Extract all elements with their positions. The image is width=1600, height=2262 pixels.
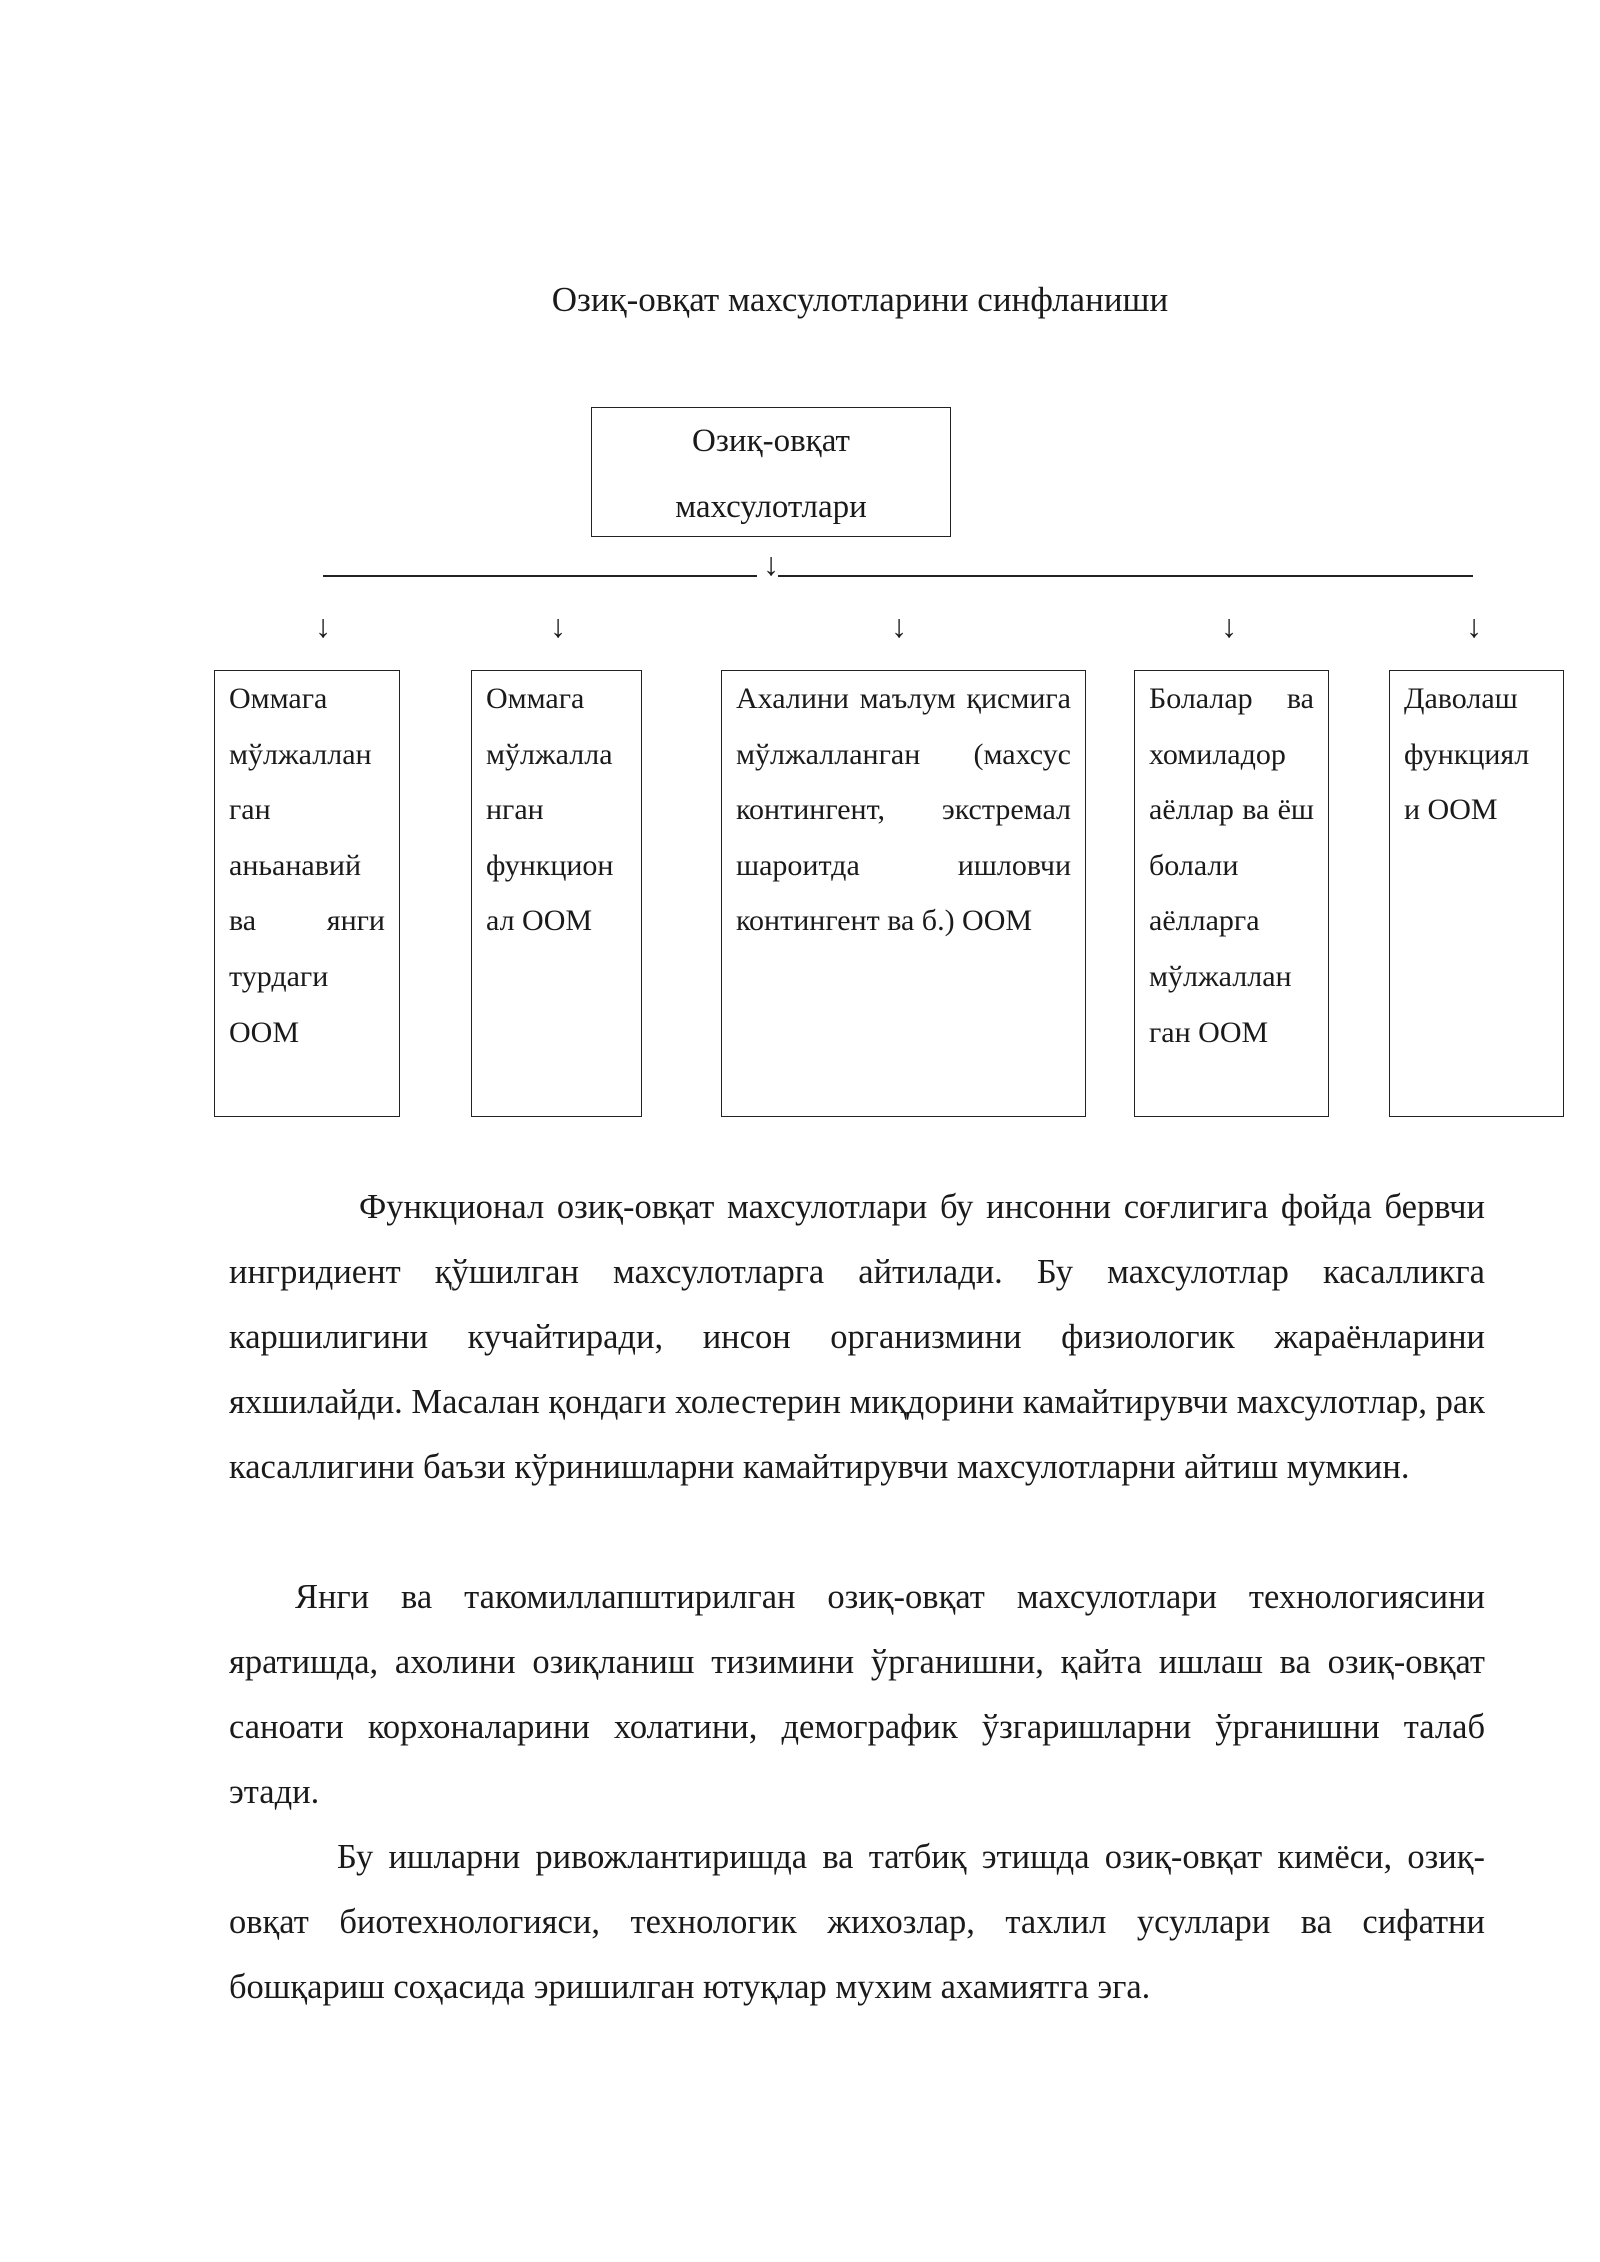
- category-label: Ахалини маълум қисмига мўлжалланган (махсус контингент, экстремал шароитда ишловчи контингент ва б.) ООМ: [736, 682, 1071, 938]
- category-box-children-women: [1134, 670, 1329, 1117]
- category-3-arrow-icon: ↓: [891, 608, 907, 644]
- category-2-arrow-icon: ↓: [550, 608, 566, 644]
- category-label: Оммага мўлжаллан ган аньанавий ва янги турдаги ООМ: [229, 682, 385, 1049]
- connector-line-right: [778, 575, 1473, 577]
- category-box-traditional: [214, 670, 400, 1117]
- paragraph-3: Бу ишларни ривожлантиришда ва татбиқ этишда озиқ-овқат кимёси, озиқ-овқат биотехнологияси, технологик жихозлар, тахлил усуллари ва сифатни бошқариш соҳасида эришилган ютуқлар мухим ахамиятга эга.: [229, 1838, 1485, 2006]
- root-node-line-1: Озиқ-овқат: [692, 423, 850, 459]
- category-1-arrow-icon: ↓: [315, 608, 331, 644]
- paragraph-2: Янги ва такомиллапштирилган озиқ-овқат махсулотлари технологиясини яратишда, ахолини озиқланиш тизимини ўрганишни, қайта ишлаш ва озиқ-овқат саноати корхоналарини холатини, демографик ўзгаришларни ўрганишни талаб этади.: [229, 1578, 1485, 1811]
- connector-line-left: [323, 575, 757, 577]
- page-title: Озиқ-овқат махсулотларини синфланиши: [551, 280, 1169, 319]
- category-label: Оммага мўлжалла нган функцион ал ООМ: [486, 682, 614, 938]
- paragraph-1: Функционал озиқ-овқат махсулотлари бу инсонни соғлигига фойда бервчи ингридиент қўшилган махсулотларга айтилади. Бу махсулотлар касалликга каршилигини кучайтиради, инсон организмини физиологик жараёнларини яхшилайди. Масалан қондаги холестерин миқдорини камайтирувчи махсулотлар, рак касаллигини баъзи кўринишларни камайтирувчи махсулотларни айтиш мумкин.: [229, 1188, 1485, 1486]
- category-5-arrow-icon: ↓: [1466, 608, 1482, 644]
- root-node-line-2: махсулотлари: [675, 489, 867, 525]
- category-label: Даволаш функциял и ООМ: [1404, 682, 1530, 827]
- category-box-therapeutic: [1389, 670, 1564, 1117]
- category-label: Болалар ва хомиладор аёллар ва ёш болали аёлларга мўлжаллан ган ООМ: [1149, 682, 1314, 1049]
- category-box-special-contingent: [721, 670, 1086, 1117]
- category-4-arrow-icon: ↓: [1221, 608, 1237, 644]
- root-down-arrow-icon: ↓: [763, 546, 779, 582]
- category-box-functional: [471, 670, 642, 1117]
- diagram-root-node: [591, 407, 951, 537]
